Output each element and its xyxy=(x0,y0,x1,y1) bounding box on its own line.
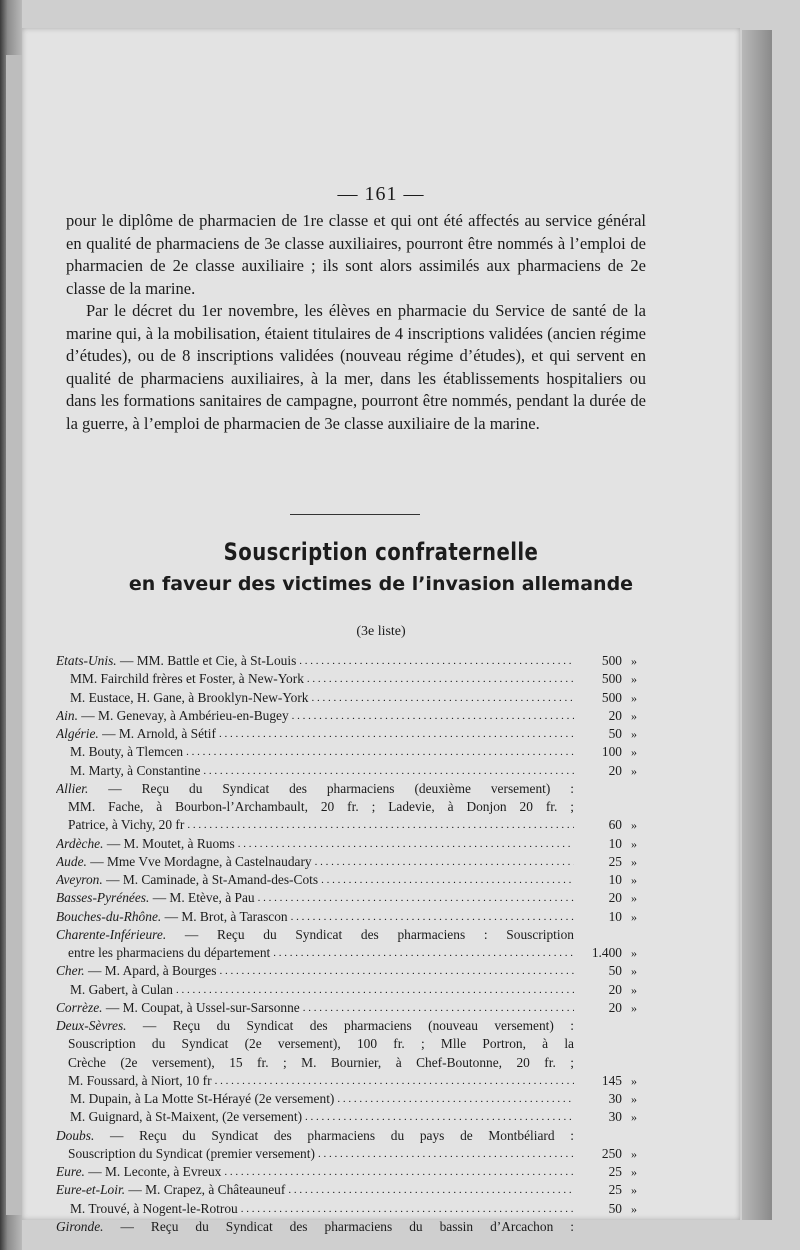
entry-text xyxy=(56,926,574,944)
entry-description: M. Trouvé, à Nogent-le-Rotrou xyxy=(70,1200,238,1216)
entry-description: — M. Caminade, à St-Amand-des-Cots xyxy=(102,872,319,887)
entry-currency-mark: » xyxy=(631,745,637,760)
entry-amount: 30 xyxy=(608,1109,622,1125)
entry-description: — M. Brot, à Tarascon xyxy=(161,908,288,924)
entry-amount: 500 xyxy=(601,689,622,705)
list-item xyxy=(56,1145,646,1163)
entry-text xyxy=(56,871,574,889)
entry-place: Allier. xyxy=(56,780,89,796)
entry-text xyxy=(56,689,574,707)
subscription-list xyxy=(56,652,646,1236)
entry-description: — M. Coupat, à Ussel-sur-Sarsonne xyxy=(102,999,300,1015)
entry-place: Cher. xyxy=(56,963,85,979)
entry-text xyxy=(56,1200,574,1218)
intro-paragraph-2: Par le décret du 1er novembre, les élèves en pharmacie du Service de santé de la marine qui, à la mobilisation, étaient titulaires de 4 inscriptions validées (ancien régime d’études), ou de 8 inscriptions validées (nouveau régime d’études), et qui servent en qualité de pharmaciens auxiliaires, à la mer, dans les établissements hospitaliers ou dans les formations sanitaires de campagne, pourront être nommés, pendant la durée de la guerre, à l’emploi de pharmacien de 3e classe auxiliaire de la marine. xyxy=(66,301,646,433)
entry-description: M. Gabert, à Culan xyxy=(70,981,174,997)
list-item xyxy=(56,1017,646,1035)
entry-currency-mark: » xyxy=(631,964,637,979)
entry-text xyxy=(56,908,574,926)
list-item xyxy=(56,1054,646,1072)
list-item xyxy=(56,1218,646,1236)
entry-amount: 20 xyxy=(608,890,622,906)
list-item xyxy=(56,871,646,889)
entry-place: Eure-et-Loir. xyxy=(56,1182,126,1198)
entry-currency-mark: » xyxy=(631,708,637,723)
entry-text xyxy=(56,762,574,780)
entry-currency-mark: » xyxy=(631,1146,637,1161)
list-item xyxy=(56,853,646,871)
list-item xyxy=(56,670,646,688)
entry-description: M. Bouty, à Tlemcen xyxy=(70,744,184,760)
entry-description: Crèche (2e versement), 15 fr. ; M. Bournier, à Chef-Boutonne, 20 fr. ; xyxy=(68,1054,574,1070)
list-item xyxy=(56,999,646,1017)
entry-text xyxy=(56,1163,574,1181)
entry-description: — MM. Battle et Cie, à St-Louis xyxy=(116,653,297,668)
entry-description: Souscription du Syndicat (2e versement), 100 fr. ; Mlle Portron, à la xyxy=(68,1036,574,1052)
entry-currency-mark: » xyxy=(631,946,637,960)
entry-description: entre les pharmaciens du département xyxy=(68,945,271,960)
entry-amount: 50 xyxy=(608,726,622,741)
entry-description: — M. Etève, à Pau xyxy=(149,890,255,906)
entry-currency-mark: » xyxy=(631,690,637,705)
entry-place: Gironde. xyxy=(56,1218,104,1234)
entry-amount: 50 xyxy=(608,1200,622,1216)
entry-description: — M. Apard, à Bourges xyxy=(84,963,217,979)
entry-place: Ardèche. xyxy=(56,835,104,851)
list-item xyxy=(56,689,646,707)
entry-description: M. Guignard, à St-Maixent, (2e versement) xyxy=(70,1109,303,1125)
entry-text xyxy=(56,707,574,725)
list-item xyxy=(56,780,646,798)
entry-text xyxy=(56,1145,574,1163)
entry-amount: 10 xyxy=(608,835,622,851)
entry-currency-mark: » xyxy=(631,672,637,687)
entry-amount: 500 xyxy=(601,653,622,668)
list-item xyxy=(56,652,646,670)
entry-place: Doubs. xyxy=(56,1127,95,1143)
entry-description: M. Dupain, à La Motte St-Hérayé (2e versement) xyxy=(70,1091,335,1106)
entry-amount: 10 xyxy=(608,872,622,887)
section-subtitle: en faveur des victimes de l’invasion allemande xyxy=(128,573,634,595)
entry-currency-mark: » xyxy=(631,1201,637,1216)
entry-description: — M. Moutet, à Ruoms xyxy=(103,835,235,851)
entry-text xyxy=(56,1218,574,1236)
entry-currency-mark: » xyxy=(631,654,637,668)
entry-currency-mark: » xyxy=(631,1073,637,1088)
entry-text xyxy=(56,889,574,907)
entry-amount: 145 xyxy=(601,1072,622,1088)
list-item xyxy=(56,1108,646,1126)
entry-text xyxy=(56,1181,574,1199)
list-item xyxy=(56,835,646,853)
list-item xyxy=(56,743,646,761)
entry-currency-mark: » xyxy=(631,982,637,997)
list-heading: (3e liste) xyxy=(356,624,406,639)
entry-text xyxy=(56,962,574,980)
entry-amount: 50 xyxy=(608,963,622,979)
entry-text xyxy=(56,1054,574,1072)
entry-text xyxy=(56,725,574,743)
entry-description: — Reçu du Syndicat des pharmaciens du bassin d’Arcachon : xyxy=(103,1218,574,1234)
entry-text xyxy=(56,1090,574,1108)
entry-text xyxy=(56,816,574,834)
entry-text xyxy=(56,743,574,761)
entry-amount: 30 xyxy=(608,1091,622,1106)
entry-text xyxy=(56,999,574,1017)
entry-place: Corrèze. xyxy=(56,999,103,1015)
entry-text xyxy=(56,981,574,999)
entry-currency-mark: » xyxy=(631,909,637,924)
entry-amount: 500 xyxy=(601,671,622,687)
section-divider xyxy=(290,514,420,515)
entry-currency-mark: » xyxy=(631,1110,637,1125)
entry-amount: 250 xyxy=(601,1145,622,1161)
list-item xyxy=(56,1163,646,1181)
entry-text xyxy=(56,835,574,853)
entry-description: — M. Leconte, à Evreux xyxy=(84,1164,222,1179)
entry-text xyxy=(56,1108,574,1126)
entry-description: — M. Arnold, à Sétif xyxy=(98,726,216,741)
entry-text xyxy=(56,1017,574,1035)
entry-currency-mark: » xyxy=(631,836,637,851)
entry-text xyxy=(56,1035,574,1053)
entry-text xyxy=(56,798,574,816)
list-item xyxy=(56,889,646,907)
list-item xyxy=(56,798,646,816)
entry-amount: 20 xyxy=(608,762,622,778)
entry-currency-mark: » xyxy=(631,854,637,869)
entry-currency-mark: » xyxy=(631,1092,637,1106)
entry-currency-mark: » xyxy=(631,727,637,741)
intro-text xyxy=(66,210,646,435)
entry-place: Algérie. xyxy=(56,726,99,741)
entry-description: — M. Genevay, à Ambérieu-en-Bugey xyxy=(77,707,289,723)
entry-text xyxy=(56,780,574,798)
entry-description: — M. Crapez, à Châteauneuf xyxy=(125,1182,286,1198)
entry-place: Eure. xyxy=(56,1164,85,1179)
entry-place: Basses-Pyrénées. xyxy=(56,890,150,906)
entry-description: MM. Fache, à Bourbon-l’Archambault, 20 fr. ; Ladevie, à Donjon 20 fr. ; xyxy=(68,799,574,814)
entry-description: — Reçu du Syndicat des pharmaciens (nouveau versement) : xyxy=(126,1018,574,1033)
list-item xyxy=(56,1090,646,1108)
entry-description: — Reçu du Syndicat des pharmaciens (deuxième versement) : xyxy=(88,780,574,796)
entry-text xyxy=(56,652,574,670)
entry-description: M. Marty, à Constantine xyxy=(70,762,201,778)
entry-currency-mark: » xyxy=(631,818,637,833)
entry-amount: 60 xyxy=(608,817,622,833)
entry-text xyxy=(56,1127,574,1145)
entry-place: Bouches-du-Rhône. xyxy=(56,908,162,924)
entry-description: Patrice, à Vichy, 20 fr xyxy=(68,817,185,833)
entry-amount: 25 xyxy=(608,1164,622,1179)
entry-amount: 25 xyxy=(608,1182,622,1198)
entry-text xyxy=(56,1072,574,1090)
entry-amount: 1.400 xyxy=(591,945,622,960)
entry-currency-mark: » xyxy=(631,873,637,887)
list-item xyxy=(56,1127,646,1145)
entry-currency-mark: » xyxy=(631,763,637,778)
section-title: Souscription confraternelle xyxy=(223,538,539,566)
entry-place: Charente-Inférieure. xyxy=(56,926,167,942)
list-item xyxy=(56,725,646,743)
entry-amount: 20 xyxy=(608,999,622,1015)
book-page xyxy=(22,28,740,1234)
entry-amount: 25 xyxy=(608,853,622,869)
entry-description: M. Eustace, H. Gane, à Brooklyn-New-York xyxy=(70,689,309,705)
entry-description: MM. Fairchild frères et Foster, à New-York xyxy=(70,671,304,687)
list-item xyxy=(56,1181,646,1199)
entry-currency-mark: » xyxy=(631,1183,637,1198)
entry-description: — Mme Vve Mordagne, à Castelnaudary xyxy=(86,853,312,869)
list-item xyxy=(56,1072,646,1090)
entry-currency-mark: » xyxy=(631,1000,637,1015)
entry-place: Deux-Sèvres. xyxy=(56,1018,127,1033)
list-item xyxy=(56,707,646,725)
entry-amount: 20 xyxy=(608,707,622,723)
list-item xyxy=(56,1035,646,1053)
entry-currency-mark: » xyxy=(631,891,637,906)
page-number: — 161 — xyxy=(337,183,425,205)
list-item xyxy=(56,981,646,999)
entry-description: M. Foussard, à Niort, 10 fr xyxy=(68,1072,212,1088)
entry-place: Aude. xyxy=(56,853,87,869)
list-item xyxy=(56,944,646,962)
entry-description: Souscription du Syndicat (premier versement) xyxy=(68,1145,315,1161)
list-item xyxy=(56,962,646,980)
entry-text xyxy=(56,670,574,688)
list-item xyxy=(56,816,646,834)
entry-text xyxy=(56,853,574,871)
entry-description: — Reçu du Syndicat des pharmaciens du pays de Montbéliard : xyxy=(94,1127,574,1143)
list-item xyxy=(56,908,646,926)
entry-amount: 20 xyxy=(608,981,622,997)
entry-currency-mark: » xyxy=(631,1165,637,1179)
entry-amount: 10 xyxy=(608,908,622,924)
entry-place: Aveyron. xyxy=(56,872,103,887)
list-item xyxy=(56,1200,646,1218)
list-item xyxy=(56,762,646,780)
entry-amount: 100 xyxy=(601,744,622,760)
entry-text xyxy=(56,944,574,962)
entry-place: Etats-Unis. xyxy=(56,653,117,668)
entry-description: — Reçu du Syndicat des pharmaciens : Souscription xyxy=(166,926,574,942)
entry-place: Ain. xyxy=(56,707,78,723)
page-stack-edge xyxy=(742,30,772,1220)
list-item xyxy=(56,926,646,944)
intro-paragraph-1: pour le diplôme de pharmacien de 1re classe et qui ont été affectés au service général en qualité de pharmaciens de 3e classe auxiliaires, pourront être nommés à l’emploi de pharmacien de 2e classe auxiliaire ; ils sont alors assimilés aux pharmaciens de 2e classe de la marine. xyxy=(66,211,646,298)
